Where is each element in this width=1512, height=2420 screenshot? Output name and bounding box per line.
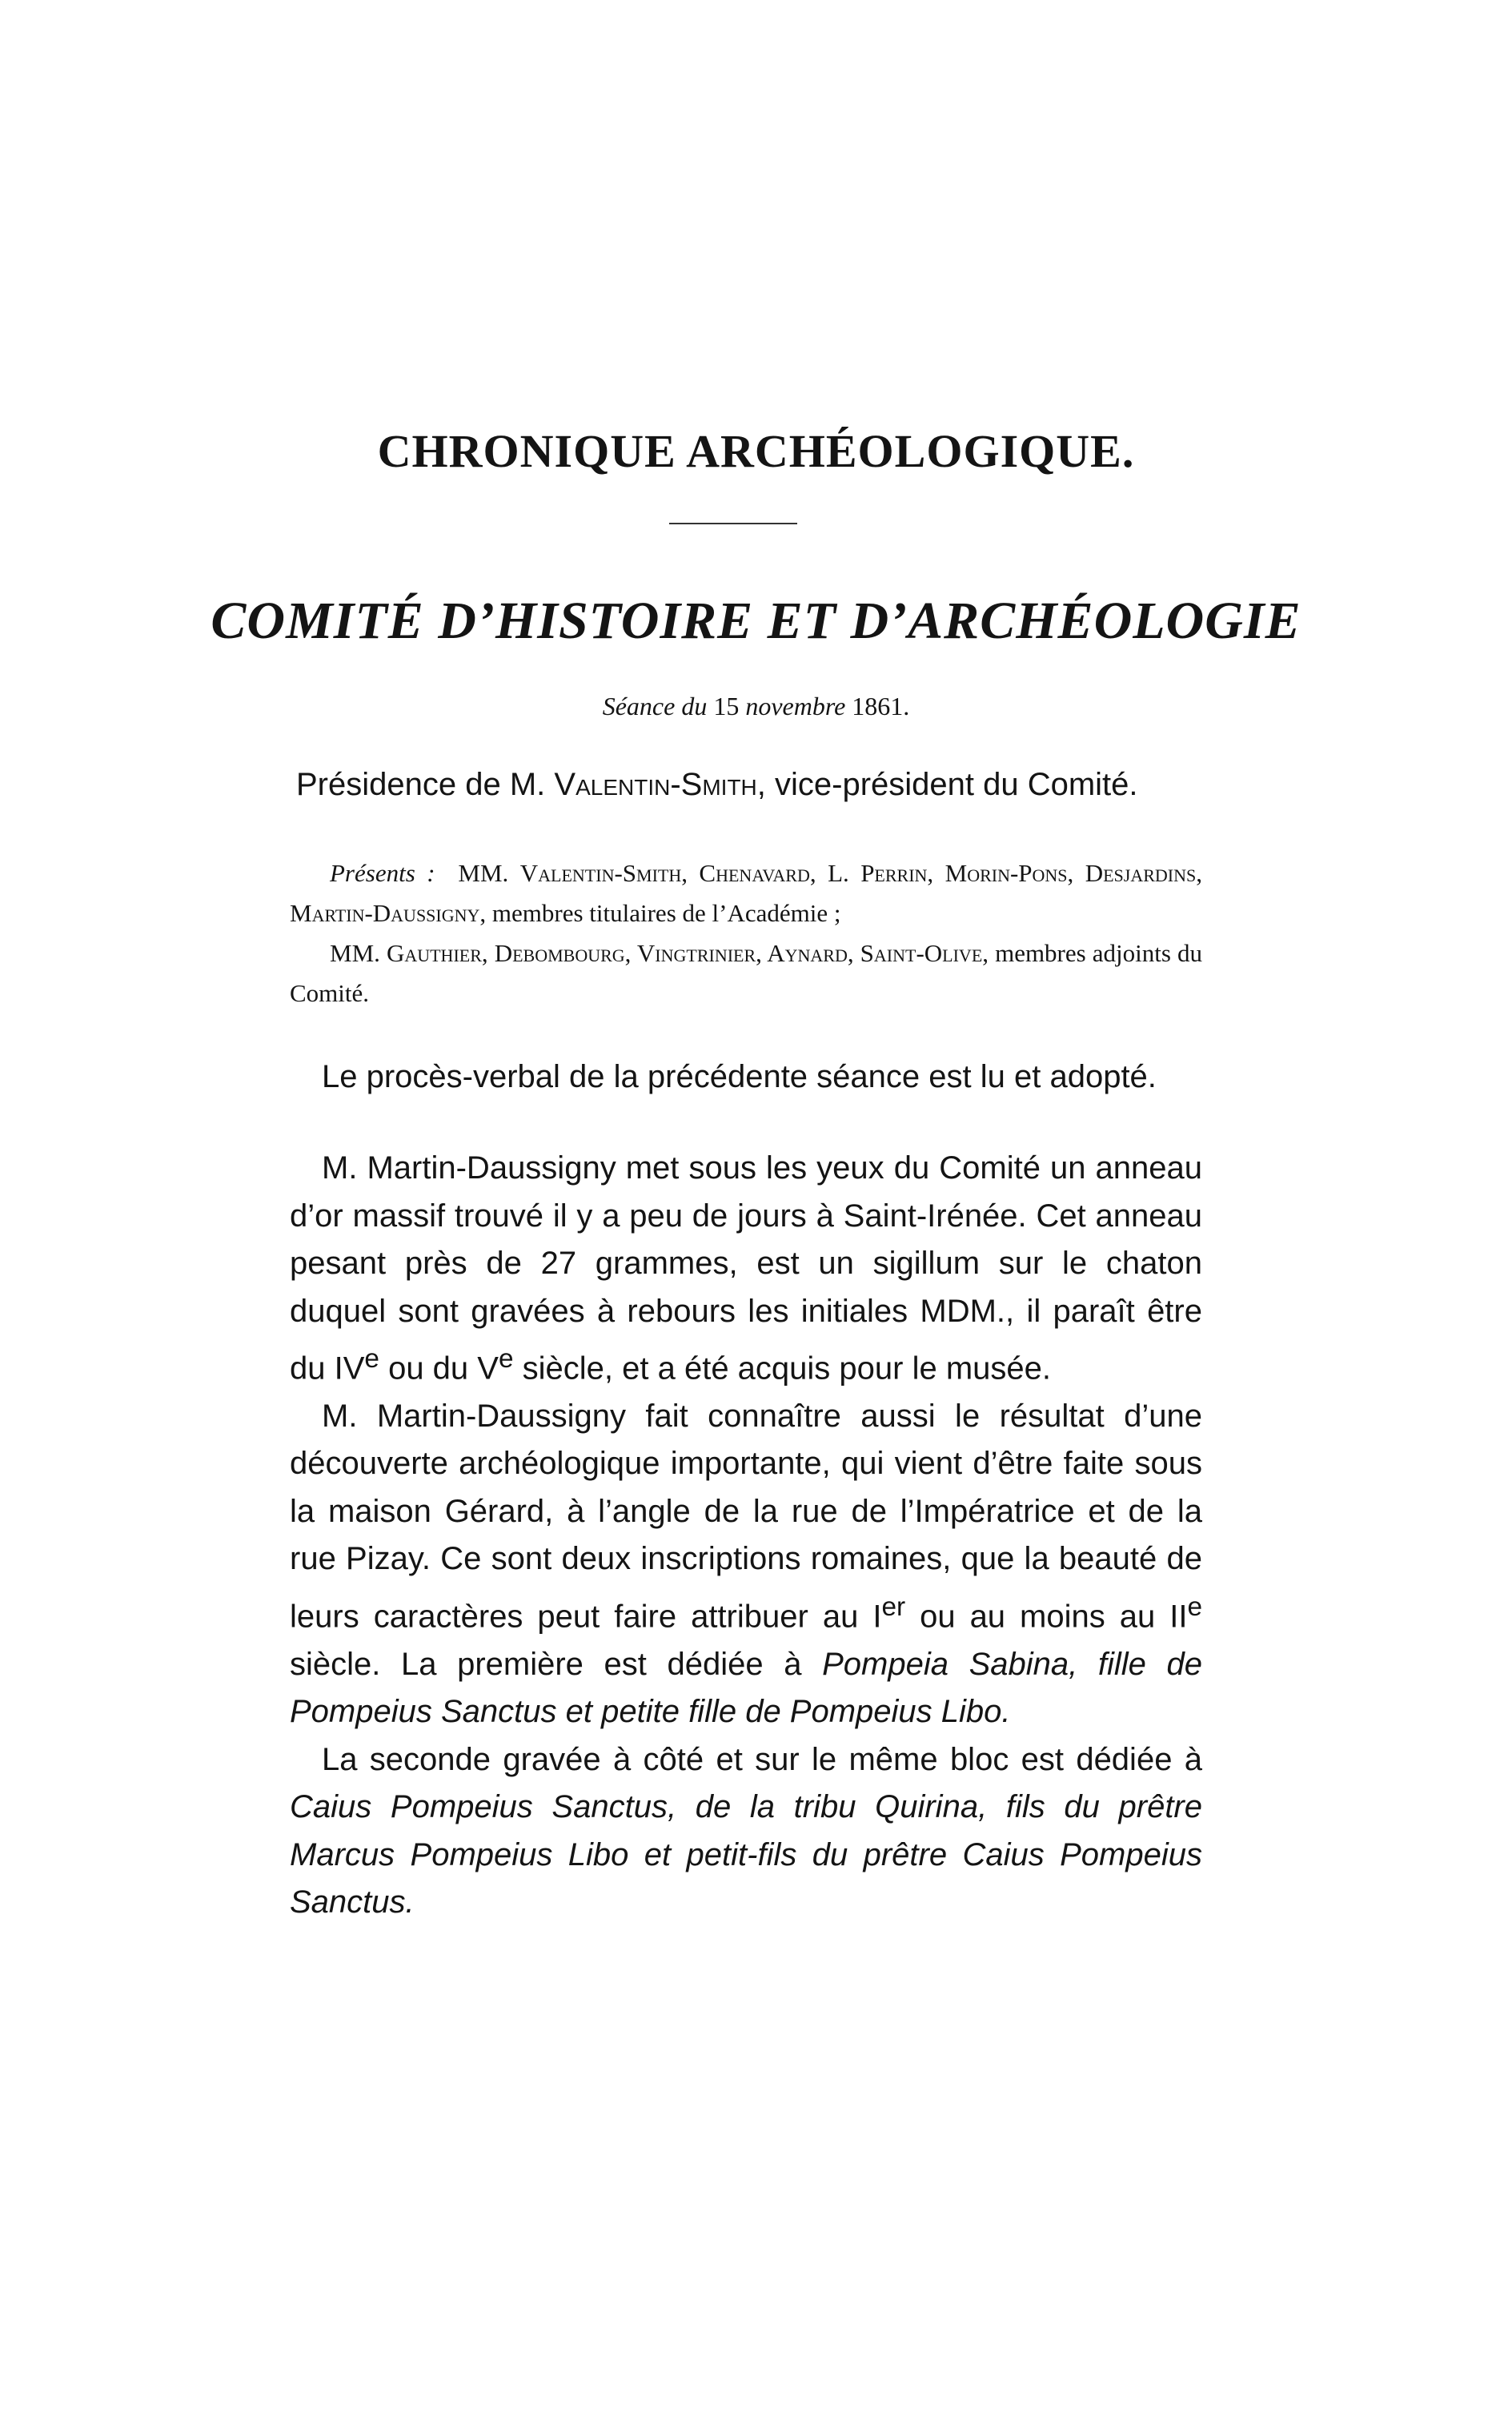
presents-label: Présents :: [330, 859, 435, 887]
presidence-suffix: , vice-président du Comité.: [756, 767, 1138, 802]
presidence-prefix: Présidence de M.: [296, 767, 546, 802]
members-titulaires: [290, 853, 1202, 933]
members-list: [290, 853, 1202, 1013]
adjoints-prefix: MM.: [330, 939, 380, 967]
second-text: La seconde gravée à côté et sur le même bloc est dédiée à: [322, 1741, 1202, 1777]
ring-sup-1: e: [364, 1344, 379, 1374]
proces-verbal-block: [290, 1053, 1202, 1102]
seance-date: [0, 692, 1512, 721]
paragraph-second-inscription: [290, 1736, 1202, 1927]
second-italic: Caius Pompeius Sanctus, de la tribu Quirina, fils du prêtre Marcus Pompeius Libo et petit-fils du prêtre Caius Pompeius Sanctus.: [290, 1789, 1202, 1920]
seance-month: novembre: [745, 692, 846, 720]
ring-text-2: ou du V: [379, 1350, 499, 1387]
main-heading: CHRONIQUE ARCHÉOLOGIQUE.: [377, 425, 1135, 477]
titulaires-names: Valentin-Smith, Chenavard, L. Perrin, Morin-Pons, Desjardins, Martin-Daussigny: [290, 859, 1203, 927]
inscr-text-1: M. Martin-Daussigny fait connaître aussi le résultat d’une découverte archéologique importante, qui vient d’être faite sous la maison Gérard, à l’angle de la rue de l’Impératrice et de la rue Pizay. Ce sont deux inscriptions romaines, que la beauté de leurs caractères peut faire attribuer au I: [290, 1398, 1202, 1635]
adjoints-suffix: , membres adjoints du Comité.: [290, 939, 1202, 1007]
inscr-sup-1: er: [881, 1591, 906, 1622]
inscr-italic: Pompeia Sabina, fille de Pompeius Sanctus et petite fille de Pompeius Libo.: [290, 1646, 1202, 1730]
heading-divider: [669, 523, 797, 524]
seance-label: Séance du: [602, 692, 708, 720]
ring-sup-2: e: [498, 1344, 514, 1374]
paragraph-ring: [290, 1145, 1202, 1393]
inscr-sup-2: e: [1187, 1591, 1203, 1622]
presidence-line: [296, 767, 1138, 803]
report-body: [290, 1145, 1202, 1927]
ring-text-1: M. Martin-Daussigny met sous les yeux du Comité un anneau d’or massif trouvé il y a peu de jours à Saint-Irénée. Cet anneau pesant près de 27 grammes, est un sigillum sur le chaton duquel sont gravées à rebours les initiales MDM., il paraît être du IV: [290, 1150, 1202, 1387]
seance-year: 1861.: [852, 692, 910, 720]
inscr-text-3: siècle. La première est dédiée à: [290, 1646, 823, 1682]
adjoints-names: Gauthier, Debombourg, Vingtrinier, Aynard, Saint-Olive: [386, 939, 983, 967]
committee-title: COMITÉ D’HISTOIRE ET D’ARCHÉOLOGIE: [211, 592, 1301, 650]
titulaires-suffix: , membres titulaires de l’Académie ;: [479, 899, 841, 927]
members-adjoints: [290, 933, 1202, 1013]
seance-day: 15: [713, 692, 740, 720]
ring-text-3: siècle, et a été acquis pour le musée.: [513, 1350, 1051, 1387]
inscr-text-2: ou au moins au II: [905, 1599, 1188, 1635]
titulaires-prefix: MM.: [458, 859, 509, 887]
president-name: Valentin-Smith: [554, 767, 757, 802]
proces-verbal: Le procès-verbal de la précédente séance est lu et adopté.: [322, 1059, 1157, 1094]
paragraph-inscriptions: [290, 1393, 1202, 1736]
